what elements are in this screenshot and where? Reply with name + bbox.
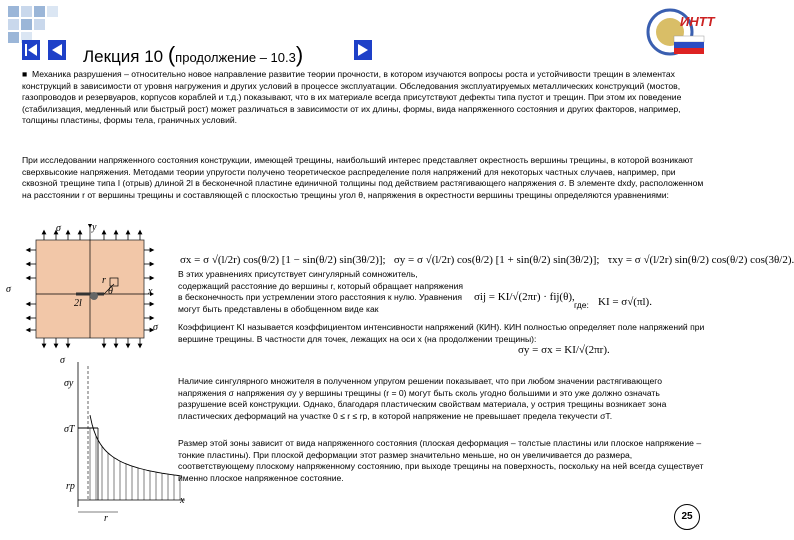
title-sub: продолжение – 10.3 <box>175 50 296 65</box>
first-slide-button[interactable] <box>22 40 40 60</box>
next-slide-button[interactable] <box>354 40 372 60</box>
label-2l: 2l <box>74 298 82 309</box>
intro-text: Механика разрушения – относительно новое направление развитие теории прочности, в котором изучаются вопросы роста и устойчивости трещин в элементах конструкций в зависимости от уровня нагружения и других условий в процессе эксплуатации. Обследования эксплуатируемых металлических конструкций (мостов, газопроводов и резервуаров, корпусов кораблей и т.д.) показывают, что в их материале всегда присутствуют дефекты типа пустот и трещин. При этом их поведение (стабилизация, медленный или быстрый рост) может различаться в зависимости от их длины, формы, вида напряженного состояния и других факторов, например, толщины пластины, формы тела, граничных условий. <box>22 69 682 126</box>
equation-tau-xy: τxy = σ √(l/2r) sin(θ/2) cos(θ/2) cos(3θ/2). <box>607 254 794 266</box>
slide-title <box>83 42 303 68</box>
label-sigma-y: σy <box>64 378 74 389</box>
label-sigma-t: σT <box>64 424 75 435</box>
stress-distribution-figure <box>60 362 190 522</box>
label-sigma-top: σ <box>56 223 61 234</box>
zone-size-paragraph: Размер этой зоны зависит от вида напряженного состояния (плоская деформация – толстые пластины или плоское напряжение – тонкие пластины). При плоской деформации этот размер значительно меньше, но он увеличивается до размера, соответствующему плоскому напряженному состоянию, при выходе трещины на поверхность, поскольку на ней всегда существует именно плоское напряженное состояние. <box>178 438 704 483</box>
stress-paragraph: При исследовании напряженного состояния конструкции, имеющей трещины, наибольший интерес представляет окрестность вершины трещины, в которой возникают сверхвысокие напряжения. Методами теории упругости получено теоретическое распределение поля напряжений для некоторых частных случаев, например, при сквозной трещине типа I (отрыв) длиной 2l в бесконечной пластине единичной толщины под действием растягивающего напряжения σ. В элементе dxdy, расположенном на расстоянии r от вершины трещины и составляющей с плоскостью трещины угол θ, напряжения в окрестности вершины трещины определяются уравнениями: <box>22 155 704 200</box>
title-main: Лекция 10 <box>83 47 168 66</box>
kin-equation: KI = σ√(πl). <box>598 296 652 308</box>
where-label: где: <box>574 300 589 310</box>
title-paren-open: ( <box>167 42 176 67</box>
kin-paragraph: Коэффициент KI называется коэффициентом интенсивности напряжений (КИН). КИН полностью определяет поле напряжений при вершине трещины. В частности для точек, лежащих на оси x (на продолжении трещины): <box>178 322 705 344</box>
title-paren-close: ) <box>295 42 304 67</box>
axis-equation: σy = σx = KI/√(2πr). <box>518 344 610 356</box>
equation-sigma-x: σx = σ √(l/2r) cos(θ/2) [1 − sin(θ/2) sin(3θ/2)]; <box>180 254 386 266</box>
label-x-bottom: x <box>180 495 185 506</box>
label-x: x <box>148 286 153 297</box>
institute-logo <box>644 4 715 60</box>
label-sigma-right: σ <box>153 322 158 333</box>
prev-slide-button[interactable] <box>48 40 66 60</box>
label-r-p: rp <box>66 481 75 492</box>
bullet-icon: ■ <box>22 69 32 79</box>
label-theta: θ <box>108 286 113 297</box>
equation-sigma-y: σy = σ √(l/2r) cos(θ/2) [1 + sin(θ/2) sin(3θ/2)]; <box>393 254 600 266</box>
label-sigma-bottom: σ <box>60 355 65 366</box>
label-r-bottom: r <box>104 513 108 524</box>
label-r: r <box>102 275 106 286</box>
singular-paragraph: В этих уравнениях присутствует сингулярный сомножитель, содержащий расстояние до вершины r, который обращает напряжения в бесконечность при устремлении этого расстояния к нулю. Уравнения могут быть представлены в обобщенном виде как <box>178 269 464 314</box>
page-number: 25 <box>674 504 700 530</box>
label-y: y <box>92 222 97 233</box>
plasticity-paragraph: Наличие сингулярного множителя в полученном упругом решении показывает, что при любом значении растягивающего напряжения σ напряжения σy у вершины трещины (r = 0) могут быть сколь угодно большими и это уже должно означать разрушение всей конструкции. Однако, благодаря пластическим свойствам материала, у острия трещины возникает зона пластических деформаций на участке 0 ≤ r ≤ rp, в которой напряжение не превышает предела текучести σT. <box>178 376 667 421</box>
stress-equations <box>180 254 794 266</box>
general-equation: σij = KI/√(2πr) · fij(θ), <box>474 291 575 303</box>
logo-text: ИНТТ <box>680 14 715 29</box>
intro-paragraph <box>22 69 708 127</box>
label-sigma-left: σ <box>6 284 11 295</box>
